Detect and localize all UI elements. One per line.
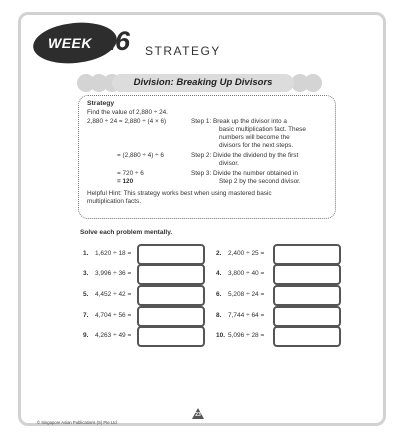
strategy-equation-2: = (2,880 ÷ 4) ÷ 6 — [117, 152, 164, 159]
problem-text: 4,263 ÷ 49 = — [95, 332, 132, 339]
answer-box-5[interactable] — [137, 285, 205, 306]
problem-1 — [83, 250, 131, 257]
section-title: STRATEGY — [145, 44, 221, 58]
problem-number: 7. — [83, 312, 89, 319]
step-3-line: Step 2 by the second divisor. — [219, 178, 301, 185]
answer-box-6[interactable] — [273, 285, 341, 306]
answer-box-9[interactable] — [137, 326, 205, 347]
answer-box-10[interactable] — [273, 326, 341, 347]
answer-box-1[interactable] — [137, 244, 205, 265]
problem-10 — [216, 332, 264, 339]
problem-text: 3,996 ÷ 36 = — [95, 270, 132, 277]
problem-number: 2. — [216, 250, 222, 257]
problem-text: 2,400 ÷ 25 = — [228, 250, 265, 257]
copyright-notice: © Singapore Asian Publications (S) Pte Ltd — [37, 420, 117, 425]
answer-box-3[interactable] — [137, 264, 205, 285]
problem-7 — [83, 312, 131, 319]
problem-number: 5. — [83, 291, 89, 298]
week-label: WEEK — [48, 35, 92, 51]
problem-number: 6. — [216, 291, 222, 298]
strategy-answer: = 120 — [117, 178, 134, 185]
problem-2 — [216, 250, 264, 257]
page-number: 23 — [195, 412, 201, 418]
problem-5 — [83, 291, 131, 298]
step-1-line: numbers will become the — [219, 134, 290, 141]
problem-text: 7,744 ÷ 64 = — [228, 312, 265, 319]
answer-box-4[interactable] — [273, 264, 341, 285]
step-1-line: divisors for the next steps. — [219, 142, 294, 149]
problem-9 — [83, 332, 131, 339]
banner-title: Division: Breaking Up Divisors — [112, 74, 294, 92]
answer-box-2[interactable] — [273, 244, 341, 265]
answer-box-7[interactable] — [137, 306, 205, 327]
problem-6 — [216, 291, 264, 298]
strategy-equation-3: = 720 ÷ 6 — [117, 170, 144, 177]
step-1-line: basic multiplication fact. These — [219, 126, 306, 133]
week-number: 16 — [100, 26, 131, 56]
strategy-intro: Find the value of 2,880 ÷ 24. — [87, 109, 168, 116]
problem-text: 1,620 ÷ 18 = — [95, 250, 132, 257]
strategy-heading: Strategy — [87, 100, 115, 107]
strategy-equation-1: 2,880 ÷ 24 = 2,880 ÷ (4 × 6) — [87, 118, 167, 125]
strategy-box — [78, 95, 336, 219]
problem-3 — [83, 270, 131, 277]
problem-4 — [216, 270, 264, 277]
step-2-line: divisor. — [219, 160, 239, 167]
problem-text: 3,800 ÷ 40 = — [228, 270, 265, 277]
problem-number: 9. — [83, 332, 89, 339]
instructions: Solve each problem mentally. — [80, 229, 173, 236]
problem-number: 8. — [216, 312, 222, 319]
answer-box-8[interactable] — [273, 306, 341, 327]
problem-text: 4,704 ÷ 56 = — [95, 312, 132, 319]
problem-number: 3. — [83, 270, 89, 277]
banner-dot — [304, 74, 322, 92]
problem-number: 1. — [83, 250, 89, 257]
problem-text: 5,208 ÷ 24 = — [228, 291, 265, 298]
problem-number: 10. — [216, 332, 226, 339]
problem-text: 4,452 ÷ 42 = — [95, 291, 132, 298]
step-3-line: Step 3: Divide the number obtained in — [191, 170, 298, 177]
problem-8 — [216, 312, 264, 319]
step-2-line: Step 2: Divide the dividend by the first — [191, 152, 299, 159]
problem-number: 4. — [216, 270, 222, 277]
helpful-hint: multiplication facts. — [87, 198, 141, 205]
problem-text: 5,096 ÷ 28 = — [228, 332, 265, 339]
step-1-line: Step 1: Break up the divisor into a — [191, 118, 287, 125]
helpful-hint: Helpful Hint: This strategy works best when using mastered basic — [87, 190, 272, 197]
